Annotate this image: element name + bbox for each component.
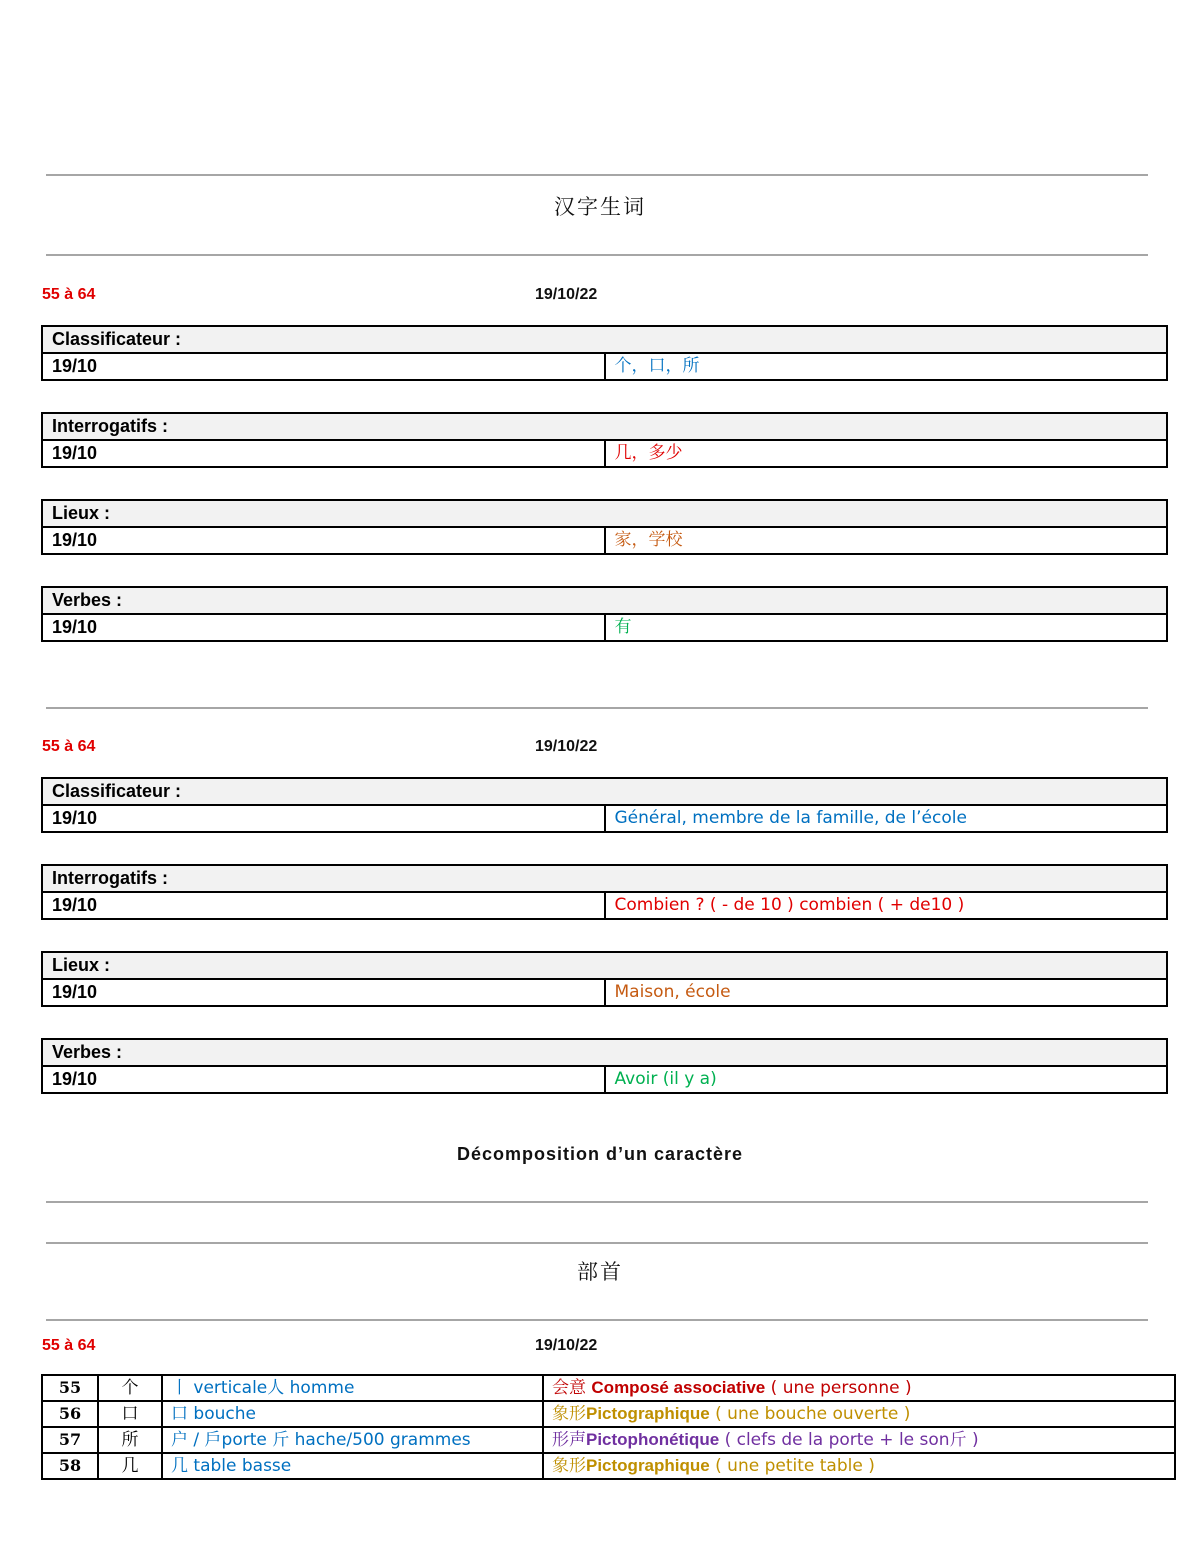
type-note: ( une personne ): [765, 1378, 912, 1398]
entry-date: 19/10: [42, 527, 605, 554]
category-label: Interrogatifs :: [42, 865, 1167, 892]
entry-date: 19/10: [42, 1066, 605, 1093]
category-label: Classificateur :: [42, 326, 1167, 353]
type-note: ( une bouche ouverte ): [709, 1404, 911, 1424]
type-fr: Pictographique: [586, 1456, 710, 1475]
entry-date: 19/10: [42, 979, 605, 1006]
range-label: 55 à 64: [42, 286, 96, 303]
character: 个: [98, 1375, 162, 1401]
entry-date: 19/10: [42, 440, 605, 467]
type-cn: 会意: [552, 1378, 586, 1398]
character: 几: [98, 1453, 162, 1479]
entry-date: 19/10: [42, 892, 605, 919]
radical-title: 部首: [577, 1260, 623, 1284]
category-table: [41, 586, 1168, 642]
table-row: [42, 1375, 1175, 1401]
category-table: [41, 412, 1168, 468]
radical-table: [41, 1374, 1176, 1480]
section-date: 19/10/22: [535, 1337, 598, 1354]
entry-value: 家，学校: [605, 527, 1168, 554]
section-rule: [46, 1242, 1148, 1244]
category-label: Verbes :: [42, 587, 1167, 614]
char-decomposition: 丨 verticale人 homme: [162, 1375, 543, 1401]
type-note: ( clefs de la porte + le son斤 ): [719, 1430, 979, 1450]
type-cn: 象形: [552, 1404, 586, 1424]
character: 所: [98, 1427, 162, 1453]
entry-date: 19/10: [42, 353, 605, 380]
type-cn: 象形: [552, 1456, 586, 1476]
category-table: [41, 325, 1168, 381]
char-type: [543, 1375, 1175, 1401]
range-label: 55 à 64: [42, 1337, 96, 1354]
type-fr: Pictophonétique: [586, 1430, 720, 1449]
top-rule: [46, 174, 1148, 176]
section-rule: [46, 1201, 1148, 1203]
type-fr: Pictographique: [586, 1404, 710, 1423]
entry-value: Maison, école: [605, 979, 1168, 1006]
range-label: 55 à 64: [42, 738, 96, 755]
section-rule: [46, 1319, 1148, 1321]
entry-date: 19/10: [42, 614, 605, 641]
category-table: [41, 499, 1168, 555]
category-label: Classificateur :: [42, 778, 1167, 805]
category-table: [41, 777, 1168, 833]
type-cn: 形声: [552, 1430, 586, 1450]
section-date: 19/10/22: [535, 738, 598, 755]
category-label: Lieux :: [42, 952, 1167, 979]
category-table: [41, 951, 1168, 1007]
table-row: [42, 1453, 1175, 1479]
entry-value: 有: [605, 614, 1168, 641]
entry-date: 19/10: [42, 805, 605, 832]
char-number: 56: [42, 1401, 98, 1427]
char-number: 58: [42, 1453, 98, 1479]
page-title: 汉字生词: [554, 195, 646, 219]
table-row: [42, 1427, 1175, 1453]
char-number: 55: [42, 1375, 98, 1401]
entry-value: 个，口，所: [605, 353, 1168, 380]
char-type: [543, 1453, 1175, 1479]
table-row: [42, 1401, 1175, 1427]
entry-value: Général, membre de la famille, de l’école: [605, 805, 1168, 832]
title-rule: [46, 254, 1148, 256]
category-table: [41, 1038, 1168, 1094]
category-label: Lieux :: [42, 500, 1167, 527]
entry-value: Combien ? ( - de 10 ) combien ( + de10 ): [605, 892, 1168, 919]
category-label: Interrogatifs :: [42, 413, 1167, 440]
type-note: ( une petite table ): [709, 1456, 875, 1476]
char-type: [543, 1427, 1175, 1453]
character: 口: [98, 1401, 162, 1427]
char-decomposition: 几 table basse: [162, 1453, 543, 1479]
char-decomposition: 户 / 戶porte 斤 hache/500 grammes: [162, 1427, 543, 1453]
entry-value: Avoir (il y a): [605, 1066, 1168, 1093]
category-table: [41, 864, 1168, 920]
section-date: 19/10/22: [535, 286, 598, 303]
char-number: 57: [42, 1427, 98, 1453]
decomposition-heading: Décomposition d’un caractère: [456, 1144, 744, 1164]
char-decomposition: 口 bouche: [162, 1401, 543, 1427]
type-fr: Composé associative: [591, 1378, 766, 1397]
category-label: Verbes :: [42, 1039, 1167, 1066]
entry-value: 几，多少: [605, 440, 1168, 467]
char-type: [543, 1401, 1175, 1427]
section-rule: [46, 707, 1148, 709]
